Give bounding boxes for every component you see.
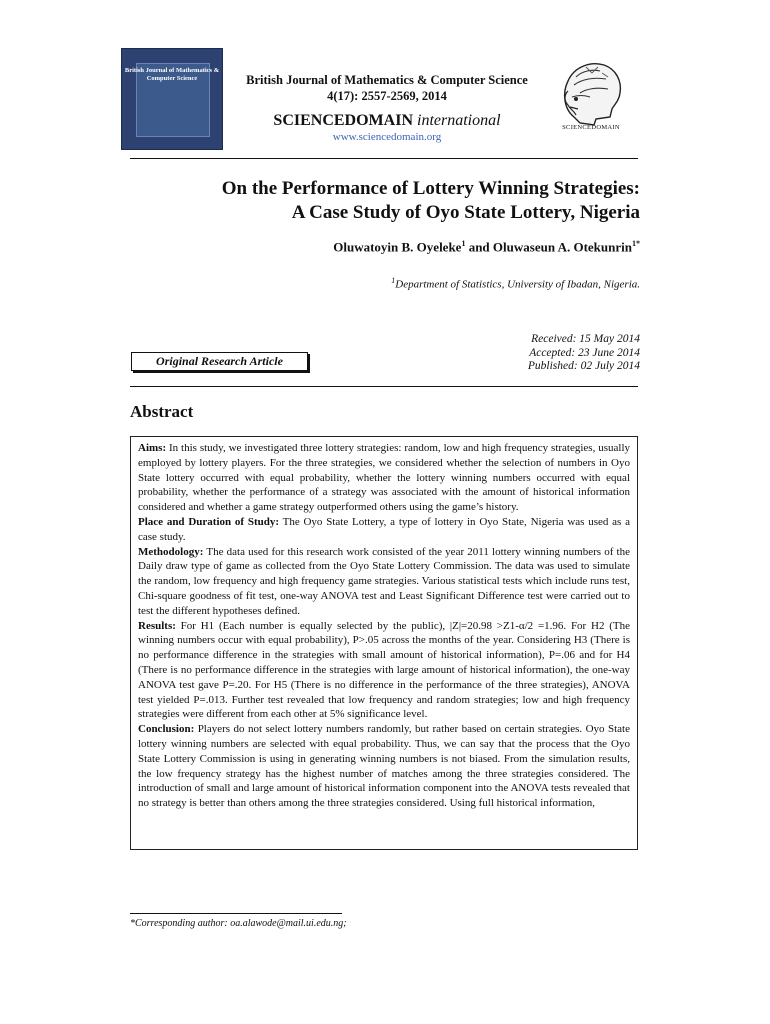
publisher-website-link[interactable]: www.sciencedomain.org — [332, 131, 442, 143]
title-line-1: On the Performance of Lottery Winning Strategies: — [221, 178, 640, 199]
author-join: and — [465, 239, 493, 255]
author-1-affil-mark: 1 — [461, 239, 466, 248]
publication-dates — [430, 333, 640, 374]
methodology-label: Methodology: — [138, 545, 204, 558]
corresponding-author-footnote: *Corresponding author: oa.alawode@mail.ui.edu.ng; — [130, 918, 347, 929]
abstract-heading: Abstract — [130, 402, 194, 421]
abstract-conclusion — [138, 722, 630, 811]
conclusion-text: Players do not select lottery numbers randomly, but rather based on certain strategies. Oyo State lottery winning numbers are selected with equal probability. Thus, we can say that the process that the Oyo State Lottery Commission is using in generating winning numbers is not biased. From the simulation results, the low frequency strategy has the highest number of matches among the three strategies considered. The introduction of small and large amount of historical information component into the ANOVA tests revealed that no strategy is better than others among the three strategies considered. Using full historical information, — [138, 723, 630, 810]
author-1: Oluwatoyin B. Oyeleke — [333, 239, 462, 255]
section-divider — [130, 386, 638, 387]
journal-name: British Journal of Mathematics & Computer Science — [246, 73, 528, 87]
accepted-date: Accepted: 23 June 2014 — [529, 346, 640, 359]
results-text: For H1 (Each number is equally selected by the public), |Z|=20.98 >Z1-α/2 =1.96. For H2 (The winning numbers occur with equal probability), P>.05 across the months of the year. Considering H3 (There is no performance difference in the strategies with small amount of historical information), P=.06 and for H4 (There is no performance difference in the strategies with large amount of historical information), the one-way ANOVA test gave P=.20. For H5 (There is no difference in the performance of the three strategies), ANOVA test yielded P=.013. Further test revealed that low frequency and random strategies; low and high frequency strategies were different from each other at 5% significance level. — [138, 619, 630, 721]
cover-text: British Journal of Mathematics & Computer Science — [124, 67, 220, 82]
received-date: Received: 15 May 2014 — [531, 333, 640, 345]
header-divider — [130, 158, 638, 159]
methodology-text: The data used for this research work consisted of the year 2011 lottery winning numbers of the Daily draw type of game as collected from the Oyo State Lottery Commission. The data was used to simulate the random, low frequency and high frequency game strategies. Various statistical tests which include runs test, Chi-square goodness of fit test, one-way ANOVA test and Least Significant Difference test were carried out to test the different hypotheses defined. — [138, 545, 630, 617]
abstract-results — [138, 619, 630, 723]
article-type-badge: Original Research Article — [131, 352, 308, 371]
title-line-2: A Case Study of Oyo State Lottery, Nigeria — [291, 202, 640, 223]
journal-issue: 4(17): 2557-2569, 2014 — [327, 89, 447, 103]
footnote-divider — [130, 913, 342, 914]
abstract-methodology — [138, 545, 630, 619]
affiliation-text: Department of Statistics, University of Ibadan, Nigeria. — [395, 278, 640, 291]
place-text: The Oyo State Lottery, a type of lottery in Oyo State, Nigeria was used as a case study. — [138, 515, 631, 543]
conclusion-label: Conclusion: — [138, 723, 195, 736]
journal-citation — [222, 72, 552, 104]
author-2-affil-mark: 1* — [632, 239, 640, 248]
publisher-name — [222, 112, 552, 130]
publisher-italic: international — [417, 112, 501, 129]
article-title — [130, 177, 640, 225]
logo-caption: SCIENCEDOMAIN — [562, 124, 620, 131]
aims-label: Aims: — [138, 442, 167, 454]
author-2: Oluwaseun A. Otekunrin — [492, 239, 632, 255]
affiliation — [130, 276, 640, 291]
publisher-bold: SCIENCEDOMAIN — [273, 112, 413, 129]
aims-text: In this study, we investigated three lottery strategies: random, low and high frequency strategies, usually employed by lottery players. For the three strategies, we considered whether the selection of numbers in Oyo State lottery occurred with equal probability, whether the lottery winning numbers occurred with equal probability, whether the performance of a strategy was associated with the amount of historical information considered and whether a game strategy outperformed others using the game’s history. — [138, 442, 630, 514]
abstract-place — [138, 515, 630, 545]
place-label: Place and Duration of Study: — [138, 515, 280, 528]
abstract-box — [130, 436, 638, 850]
results-label: Results: — [138, 619, 176, 632]
affiliation-mark: 1 — [391, 276, 396, 285]
journal-cover-thumbnail — [122, 49, 222, 149]
abstract-aims — [138, 441, 630, 515]
author-list — [130, 239, 640, 255]
published-date: Published: 02 July 2014 — [527, 360, 640, 372]
